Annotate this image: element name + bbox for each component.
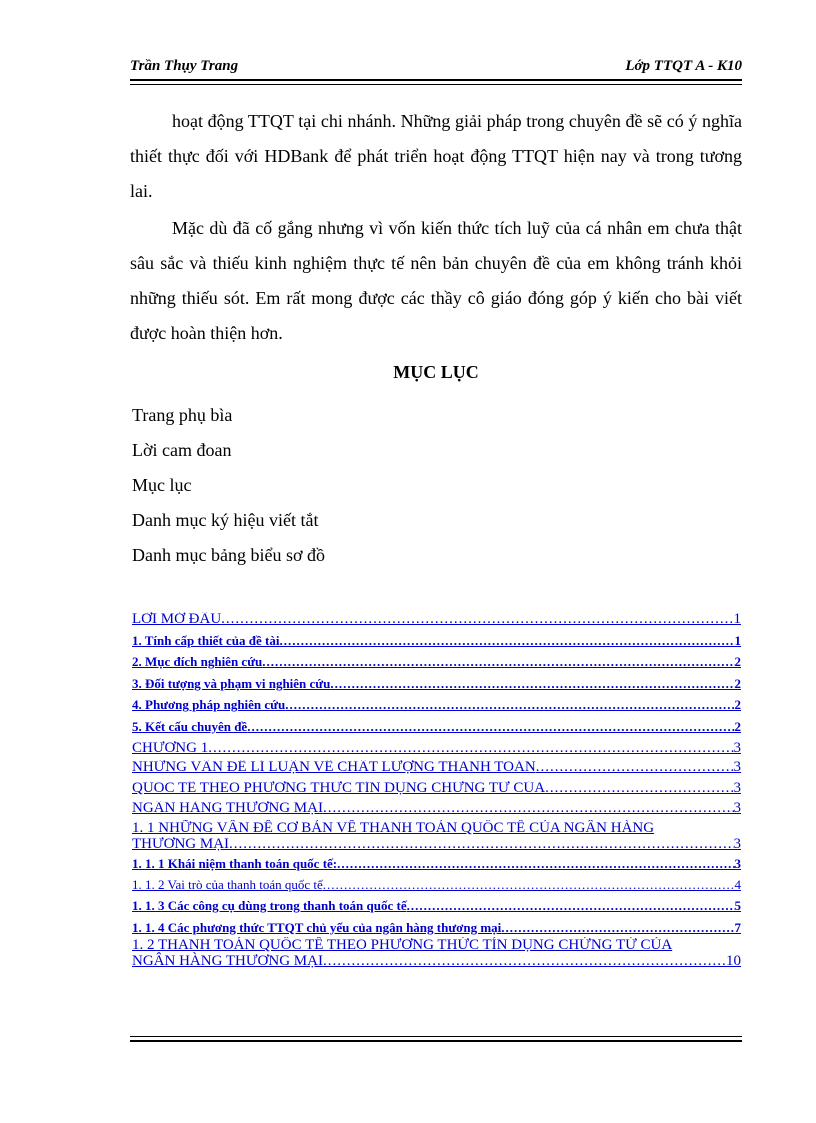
toc-entry-text: 3. Đối tượng và phạm vi nghiên cứu — [132, 675, 331, 691]
toc-entry-page: 3 — [734, 855, 741, 871]
toc-entry-page: 3 — [733, 835, 741, 852]
toc-entry-text: 1. 1. 4 Các phương thức TTQT chủ yếu của ngân hàng thương mại — [132, 919, 502, 935]
class-name: Lớp TTQT A - K10 — [625, 58, 742, 74]
footer-rule — [130, 1040, 742, 1042]
toc-entry[interactable] — [132, 697, 741, 713]
toc-entry[interactable] — [132, 719, 741, 735]
front-matter-item: Danh mục bảng biểu sơ đồ — [132, 545, 325, 565]
footer-rule-thin — [130, 1036, 742, 1037]
toc-entry-text: LỜI MỞ ĐẦU — [132, 612, 222, 627]
toc-entry-page: 2 — [734, 718, 741, 734]
toc-entry[interactable] — [132, 856, 741, 872]
toc-entry[interactable] — [132, 612, 741, 628]
body-text — [130, 104, 742, 351]
toc-entry[interactable] — [132, 898, 741, 914]
toc-entry-page: 7 — [734, 919, 741, 935]
toc-entry-text: 1. 1 NHỮNG VẤN ĐỀ CƠ BẢN VỀ THANH TOÁN QUỐC TẾ CỦA NGÂN HÀNG — [132, 819, 655, 836]
toc-entry-text: 5. Kết cấu chuyên đề — [132, 718, 248, 734]
toc-entry[interactable] — [132, 877, 741, 893]
toc-entry-page: 1 — [733, 612, 741, 627]
toc-entry[interactable] — [132, 760, 741, 776]
toc-entry-page: 2 — [734, 675, 741, 691]
page-header — [130, 58, 742, 75]
toc-entry-text: CHƯƠNG 1 — [132, 740, 209, 756]
toc-entry-text: QUỐC TẾ THEO PHƯƠNG THỨC TÍN DỤNG CHỨNG TỪ CỦA — [132, 780, 546, 796]
toc-entry-page: 3 — [733, 801, 741, 817]
toc-entry-page: 3 — [733, 760, 741, 776]
toc-entry[interactable] — [132, 801, 741, 817]
toc-entry-page: 10 — [726, 953, 741, 970]
toc-entry-page: 4 — [734, 876, 741, 892]
toc-entry-page: 5 — [734, 898, 741, 914]
toc-entry[interactable] — [132, 937, 741, 969]
paragraph-1: hoạt động TTQT tại chi nhánh. Những giải pháp trong chuyên đề sẽ có ý nghĩa thiết thực đối với HDBank để phát triển hoạt động TTQT hiện nay và trong tương lai. — [130, 111, 742, 201]
toc-entry[interactable] — [132, 781, 741, 797]
toc-entry-text-cont: NGÂN HÀNG THƯƠNG MẠI — [132, 953, 323, 970]
header-rule — [130, 79, 742, 81]
toc-title: MỤC LỤC — [393, 362, 479, 382]
toc-entry-page: 2 — [734, 697, 741, 713]
toc-entry-text: NGÂN HÀNG THƯƠNG MẠI — [132, 801, 323, 817]
toc-entry-text: NHỮNG VẤN ĐỀ LÍ LUẬN VỀ CHẤT LƯỢNG THANH TOÁN — [132, 760, 536, 776]
front-matter-item: Trang phụ bìa — [132, 405, 233, 425]
toc-entry-text: 1. 1. 2 Vai trò của thanh toán quốc tế — [132, 876, 323, 892]
front-matter-list — [132, 398, 325, 573]
front-matter-item: Danh mục ký hiệu viết tắt — [132, 510, 319, 530]
toc-entry[interactable] — [132, 633, 741, 649]
toc-list — [132, 612, 741, 969]
toc-entry-text-cont: THƯƠNG MẠI — [132, 835, 230, 852]
author-name: Trần Thụy Trang — [130, 58, 239, 74]
toc-entry-text: 1. Tính cấp thiết của đề tài — [132, 632, 280, 648]
toc-entry[interactable] — [132, 676, 741, 692]
toc-entry-text: 4. Phương pháp nghiên cứu — [132, 697, 286, 713]
toc-entry-text: 1. 2 THANH TOÁN QUỐC TẾ THEO PHƯƠNG THỨC TÍN DỤNG CHỨNG TỪ CỦA — [132, 937, 673, 954]
toc-entry[interactable] — [132, 820, 741, 852]
header-rule-thin — [130, 84, 742, 85]
toc-entry-text: 1. 1. 1 Khái niệm thanh toán quốc tế: — [132, 855, 338, 871]
toc-entry-page: 2 — [734, 654, 741, 670]
toc-entry[interactable] — [132, 920, 741, 936]
toc-entry-text: 2. Mục đích nghiên cứu — [132, 654, 263, 670]
toc-entry-page: 1 — [734, 632, 741, 648]
paragraph-2: Mặc dù đã cố gắng nhưng vì vốn kiến thức tích luỹ của cá nhân em chưa thật sâu sắc và thiếu kinh nghiệm thực tế nên bản chuyên đề của em không tránh khỏi những thiếu sót. Em rất mong được các thầy cô giáo đóng góp ý kiến cho bài viết được hoàn thiện hơn. — [130, 218, 742, 343]
toc-entry-page: 3 — [733, 780, 741, 796]
toc-entry[interactable] — [132, 654, 741, 670]
toc-entry-text: 1. 1. 3 Các công cụ dùng trong thanh toán quốc tế — [132, 898, 407, 914]
front-matter-item: Lời cam đoan — [132, 440, 232, 460]
toc-entry[interactable] — [132, 741, 741, 757]
toc-entry-page: 3 — [733, 740, 741, 756]
front-matter-item: Mục lục — [132, 475, 192, 495]
